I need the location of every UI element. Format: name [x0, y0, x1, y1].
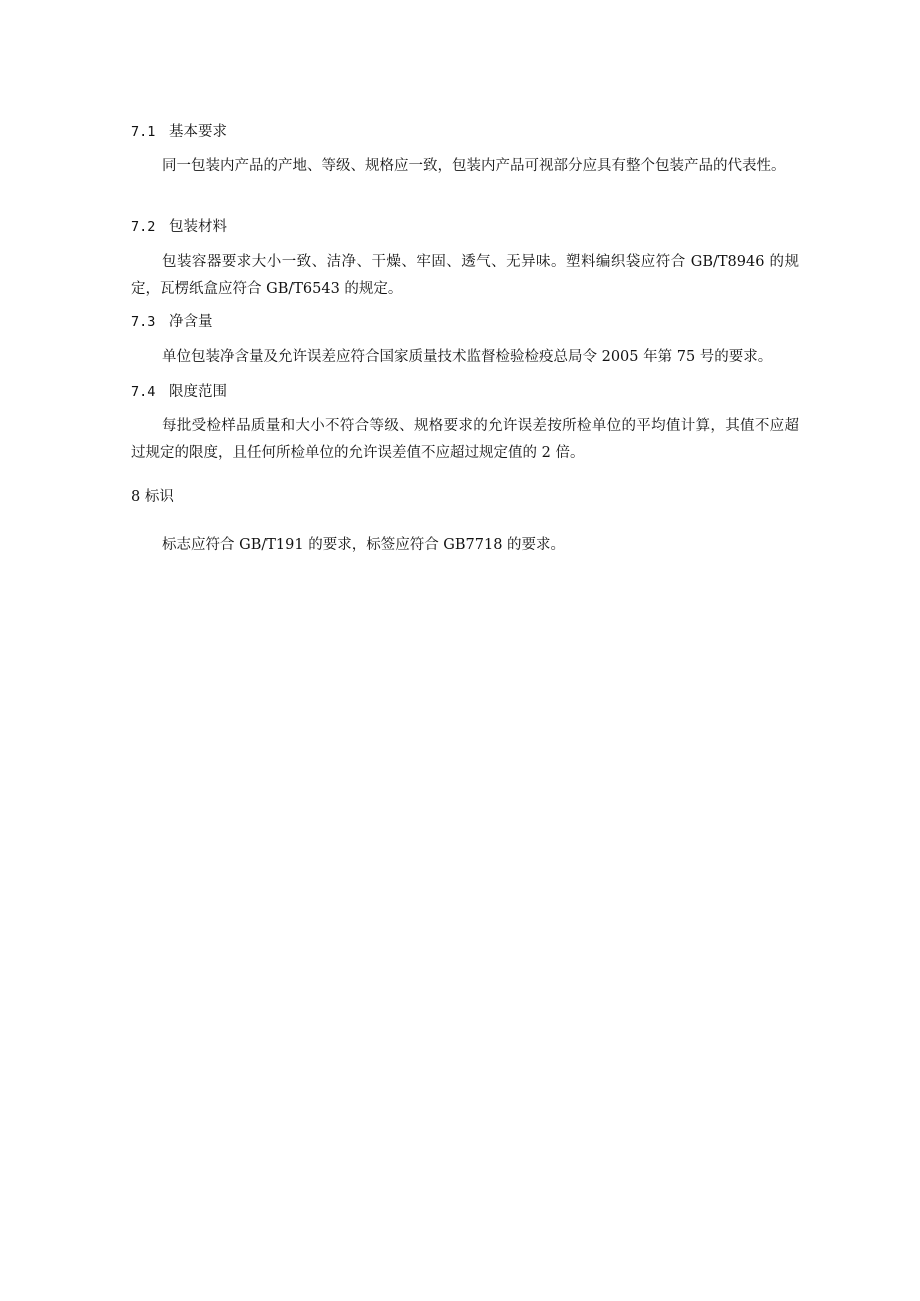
section-body-7-2: 包装容器要求大小一致、洁净、干燥、牢固、透气、无异味。塑料编织袋应符合 GB/T8946 的规定，瓦楞纸盒应符合 GB/T6543 的规定。 — [131, 254, 799, 297]
section-title: 包装材料 — [169, 219, 227, 235]
section-body-7-4: 每批受检样品质量和大小不符合等级、规格要求的允许误差按所检单位的平均值计算，其值不应超过规定的限度，且任何所检单位的允许误差值不应超过规定值的 2 倍。 — [131, 418, 799, 461]
section-number: 7.3 — [131, 314, 156, 330]
section-heading-8: 8 标识 — [131, 489, 174, 505]
section-body-7-1: 同一包装内产品的产地、等级、规格应一致，包装内产品可视部分应具有整个包装产品的代表性。 — [162, 158, 786, 174]
section-title: 净含量 — [169, 314, 213, 330]
section-body-8: 标志应符合 GB/T191 的要求，标签应符合 GB7718 的要求。 — [162, 537, 566, 553]
section-number: 7.1 — [131, 124, 156, 140]
section-heading-7-3 — [131, 312, 213, 332]
section-number: 7.2 — [131, 219, 156, 235]
section-title: 基本要求 — [169, 124, 227, 140]
section-heading-7-2 — [131, 217, 227, 237]
section-number: 7.4 — [131, 384, 156, 400]
section-body-7-3: 单位包装净含量及允许误差应符合国家质量技术监督检验检疫总局令 2005 年第 75 号的要求。 — [162, 349, 773, 365]
section-heading-7-1 — [131, 122, 227, 142]
section-title: 限度范围 — [169, 384, 227, 400]
section-heading-7-4 — [131, 382, 227, 402]
